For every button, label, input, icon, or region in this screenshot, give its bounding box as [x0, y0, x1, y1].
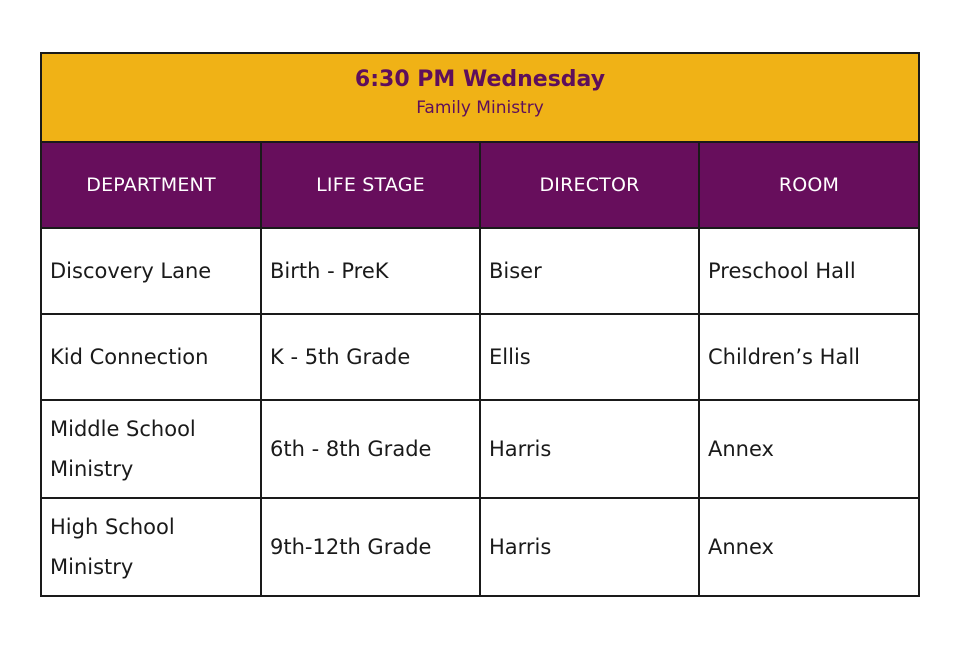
table-row — [42, 498, 918, 595]
cell-department: Discovery Lane — [42, 228, 261, 314]
cell-department: Kid Connection — [42, 314, 261, 400]
table-row — [42, 400, 918, 498]
schedule-title: 6:30 PM Wednesday — [354, 67, 606, 92]
cell-director: Harris — [480, 400, 699, 498]
schedule-table — [42, 143, 918, 595]
cell-director: Ellis — [480, 314, 699, 400]
title-band — [42, 54, 918, 143]
cell-department: Middle School Ministry — [42, 400, 261, 498]
column-header-room: ROOM — [699, 143, 918, 228]
cell-room: Children’s Hall — [699, 314, 918, 400]
cell-department: High School Ministry — [42, 498, 261, 595]
schedule-table-card — [40, 52, 920, 597]
cell-life-stage: 6th - 8th Grade — [261, 400, 480, 498]
cell-room: Annex — [708, 535, 774, 559]
cell-director: Biser — [480, 228, 699, 314]
column-header-department: DEPARTMENT — [42, 143, 261, 228]
column-header-life-stage: LIFE STAGE — [261, 143, 480, 228]
cell-director: Harris — [480, 498, 699, 595]
cell-life-stage: Birth - PreK — [261, 228, 480, 314]
cell-life-stage: K - 5th Grade — [261, 314, 480, 400]
cell-room: Annex — [699, 400, 918, 498]
table-row — [42, 228, 918, 314]
schedule-subtitle: Family Ministry — [416, 98, 544, 118]
cell-life-stage: 9th-12th Grade — [261, 498, 480, 595]
column-header-director: DIRECTOR — [480, 143, 699, 228]
cell-room: Preschool Hall — [699, 228, 918, 314]
header-row — [42, 143, 918, 228]
table-row — [42, 314, 918, 400]
